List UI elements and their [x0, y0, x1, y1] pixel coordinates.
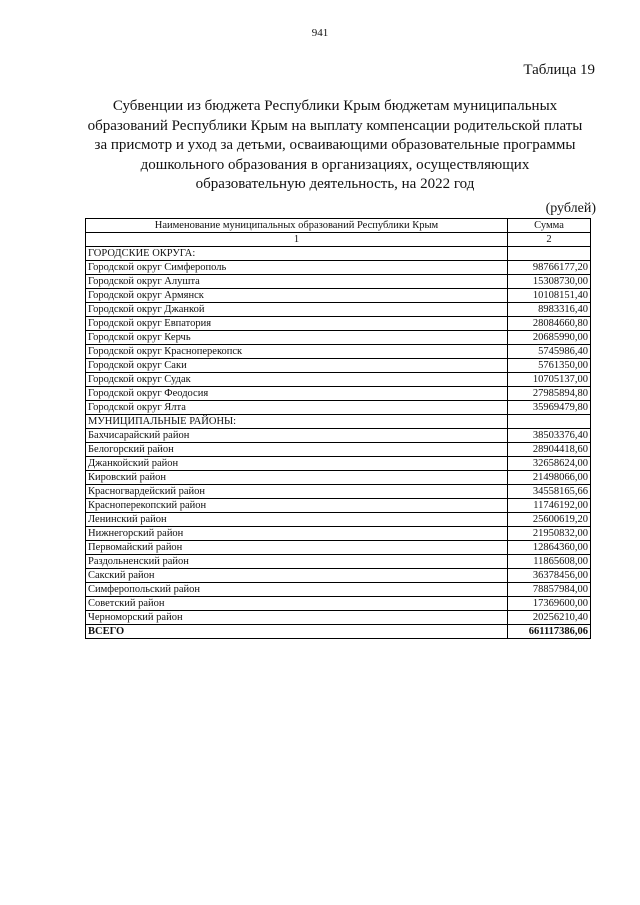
table-row	[86, 457, 591, 471]
table-row	[86, 303, 591, 317]
table-row	[86, 429, 591, 443]
row-name-cell: Джанкойский район	[86, 457, 508, 471]
row-name-cell: Городской округ Ялта	[86, 401, 508, 415]
row-name-cell: Городской округ Алушта	[86, 275, 508, 289]
table-row	[86, 373, 591, 387]
row-name-cell: Нижнегорский район	[86, 527, 508, 541]
row-sum-cell: 11865608,00	[508, 555, 591, 569]
title-line: образовательную деятельность, на 2022 год	[195, 176, 475, 192]
row-name-cell: Первомайский район	[86, 541, 508, 555]
column-number-2: 2	[508, 233, 591, 247]
row-name-cell: Раздольненский район	[86, 555, 508, 569]
table-row	[86, 569, 591, 583]
row-sum-cell: 34558165,66	[508, 485, 591, 499]
total-label: ВСЕГО	[86, 625, 508, 639]
row-name-cell: Сакский район	[86, 569, 508, 583]
row-sum-cell: 11746192,00	[508, 499, 591, 513]
page-number: 941	[311, 27, 329, 39]
table-row	[86, 331, 591, 345]
table-row	[86, 387, 591, 401]
table-row	[86, 527, 591, 541]
table-row	[86, 485, 591, 499]
row-name-cell: Кировский район	[86, 471, 508, 485]
row-sum-cell: 15308730,00	[508, 275, 591, 289]
row-name-cell: Городской округ Симферополь	[86, 261, 508, 275]
table-row	[86, 555, 591, 569]
table-row	[86, 261, 591, 275]
column-header-name: Наименование муниципальных образований Республики Крым	[86, 219, 508, 233]
table-row	[86, 247, 591, 261]
column-number-1: 1	[86, 233, 508, 247]
row-sum-cell: 98766177,20	[508, 261, 591, 275]
row-sum-cell: 21498066,00	[508, 471, 591, 485]
column-numbering-row	[86, 233, 591, 247]
table-row	[86, 583, 591, 597]
table-number: Таблица 19	[523, 62, 595, 78]
row-sum-cell: 78857984,00	[508, 583, 591, 597]
table-row	[86, 443, 591, 457]
row-sum-cell: 32658624,00	[508, 457, 591, 471]
row-sum-cell: 17369600,00	[508, 597, 591, 611]
table-row	[86, 541, 591, 555]
table-row	[86, 275, 591, 289]
row-sum-cell: 35969479,80	[508, 401, 591, 415]
row-sum-cell: 27985894,80	[508, 387, 591, 401]
row-sum-cell: 5761350,00	[508, 359, 591, 373]
table-row	[86, 499, 591, 513]
title-line: за присмотр и уход за детьми, осваивающими образовательные программы	[94, 137, 576, 153]
row-sum-cell: 10108151,40	[508, 289, 591, 303]
row-name-cell: Городской округ Судак	[86, 373, 508, 387]
table-row	[86, 345, 591, 359]
table-row	[86, 401, 591, 415]
row-sum-cell: 5745986,40	[508, 345, 591, 359]
title-line: Субвенции из бюджета Республики Крым бюджетам муниципальных	[112, 98, 558, 114]
row-name-cell: Советский район	[86, 597, 508, 611]
row-name-cell: Городской округ Феодосия	[86, 387, 508, 401]
row-name-cell: Городской округ Джанкой	[86, 303, 508, 317]
row-name-cell: Бахчисарайский район	[86, 429, 508, 443]
row-sum-cell: 21950832,00	[508, 527, 591, 541]
row-sum-cell: 36378456,00	[508, 569, 591, 583]
table-row	[86, 359, 591, 373]
table-header-row	[86, 219, 591, 233]
table-row	[86, 317, 591, 331]
row-name-cell: Городской округ Евпатория	[86, 317, 508, 331]
total-sum: 661117386,06	[508, 625, 591, 639]
row-name-cell: ГОРОДСКИЕ ОКРУГА:	[86, 247, 508, 261]
row-name-cell: Симферопольский район	[86, 583, 508, 597]
unit-label: (рублей)	[545, 201, 596, 216]
table-row	[86, 289, 591, 303]
row-sum-cell: 38503376,40	[508, 429, 591, 443]
row-name-cell: Городской округ Саки	[86, 359, 508, 373]
total-row	[86, 625, 591, 639]
title-line: образований Республики Крым на выплату компенсации родительской платы	[87, 117, 583, 134]
row-sum-cell: 28904418,60	[508, 443, 591, 457]
row-name-cell: Красногвардейский район	[86, 485, 508, 499]
table-row	[86, 513, 591, 527]
row-sum-cell	[508, 415, 591, 429]
row-sum-cell: 12864360,00	[508, 541, 591, 555]
table-row	[86, 471, 591, 485]
row-name-cell: Черноморский район	[86, 611, 508, 625]
row-sum-cell: 28084660,80	[508, 317, 591, 331]
row-name-cell: Красноперекопский район	[86, 499, 508, 513]
row-name-cell: Ленинский район	[86, 513, 508, 527]
row-sum-cell: 8983316,40	[508, 303, 591, 317]
row-name-cell: Белогорский район	[86, 443, 508, 457]
table-row	[86, 597, 591, 611]
document-title	[70, 97, 600, 195]
column-header-sum: Сумма	[508, 219, 591, 233]
row-name-cell: МУНИЦИПАЛЬНЫЕ РАЙОНЫ:	[86, 415, 508, 429]
row-sum-cell: 20256210,40	[508, 611, 591, 625]
row-sum-cell: 25600619,20	[508, 513, 591, 527]
row-name-cell: Городской округ Армянск	[86, 289, 508, 303]
row-name-cell: Городской округ Керчь	[86, 331, 508, 345]
table-row	[86, 611, 591, 625]
row-sum-cell: 20685990,00	[508, 331, 591, 345]
title-line: дошкольного образования в организациях, осуществляющих	[140, 156, 530, 173]
row-sum-cell: 10705137,00	[508, 373, 591, 387]
row-sum-cell	[508, 247, 591, 261]
subventions-table	[85, 218, 591, 639]
row-name-cell: Городской округ Красноперекопск	[86, 345, 508, 359]
table-row	[86, 415, 591, 429]
